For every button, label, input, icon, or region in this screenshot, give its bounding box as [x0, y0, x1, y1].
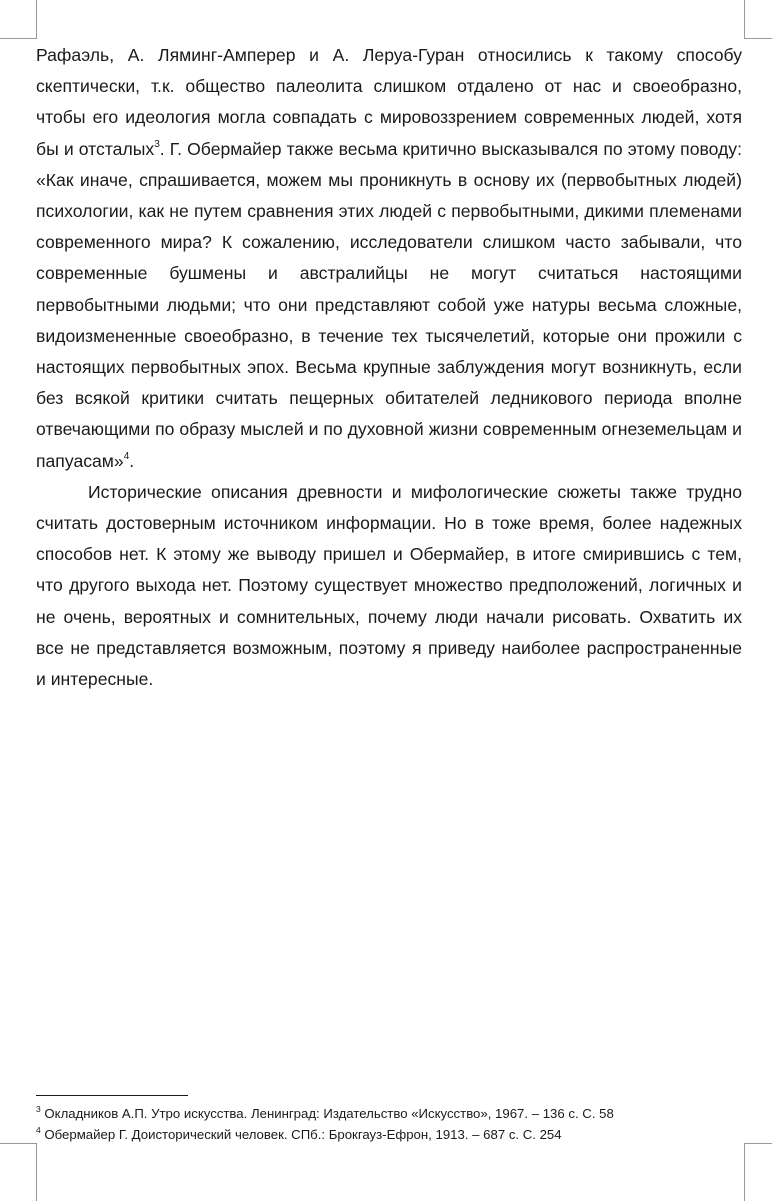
footnote-separator [36, 1095, 188, 1096]
crop-mark-top-left [0, 0, 37, 39]
paragraph-text: . [129, 450, 135, 471]
crop-mark-bottom-right [744, 1143, 772, 1201]
paragraph-1 [36, 40, 742, 477]
paragraph-text: Рафаэль, А. Ляминг-Амперер и А. Леруа-Гуран относились к такому способу скептически, т.к. общество палеолита слишком отдалено от нас и своеобразно, чтобы его идеология могла совпадать с мировоззрением современных людей, хотя бы и отсталых [36, 45, 742, 159]
paragraph-2 [36, 477, 742, 695]
paragraph-text: Исторические описания древности и мифологические сюжеты также трудно считать достоверным источником информации. Но в тоже время, более надежных способов нет. К этому же выводу пришел и Обермайер, в итоге смирившись с тем, что другого выхода нет. Поэтому существует множество предположений, логичных и не очень, вероятных и сомнительных, почему люди начали рисовать. Охватить их все не представляется возможным, поэтому я приведу наиболее распространенные и интересные. [36, 481, 742, 690]
footnote-number: 3 [36, 1104, 41, 1114]
footnote-reference[interactable]: 3 [154, 138, 160, 150]
footnotes [36, 1103, 742, 1145]
crop-mark-top-right [744, 0, 772, 39]
footnote-text: Окладников А.П. Утро искусства. Ленинград: Издательство «Искусство», 1967. – 136 с. С. 58 [40, 1106, 614, 1121]
footnote-text: Обермайер Г. Доисторический человек. СПб.: Брокгауз-Ефрон, 1913. – 687 с. С. 254 [40, 1127, 562, 1142]
crop-mark-bottom-left [0, 1143, 37, 1201]
document-body [36, 40, 742, 695]
footnote-4 [36, 1124, 742, 1145]
footnote-3 [36, 1103, 742, 1124]
footnote-reference[interactable]: 4 [123, 450, 130, 462]
footnote-number: 4 [36, 1125, 41, 1135]
paragraph-text: . Г. Обермайер также весьма критично высказывался по этому поводу: «Как иначе, спрашивается, можем мы проникнуть в основу их (первобытных людей) психологии, как не путем сравнения этих людей с первобытными, дикими племенами современного мира? К сожалению, исследователи слишком часто забывали, что современные бушмены и австралийцы не могут считаться настоящими первобытными людьми; что они представляют собой уже натуры весьма сложные, видоизмененные своеобразно, в течение тех тысячелетий, которые они прожили с настоящих первобытных эпох. Весьма крупные заблуждения могут возникнуть, если без всякой критики считать пещерных обитателей ледникового периода вполне отвечающими по образу мыслей и по духовной жизни современным огнеземельцам и папуасам» [36, 138, 742, 471]
